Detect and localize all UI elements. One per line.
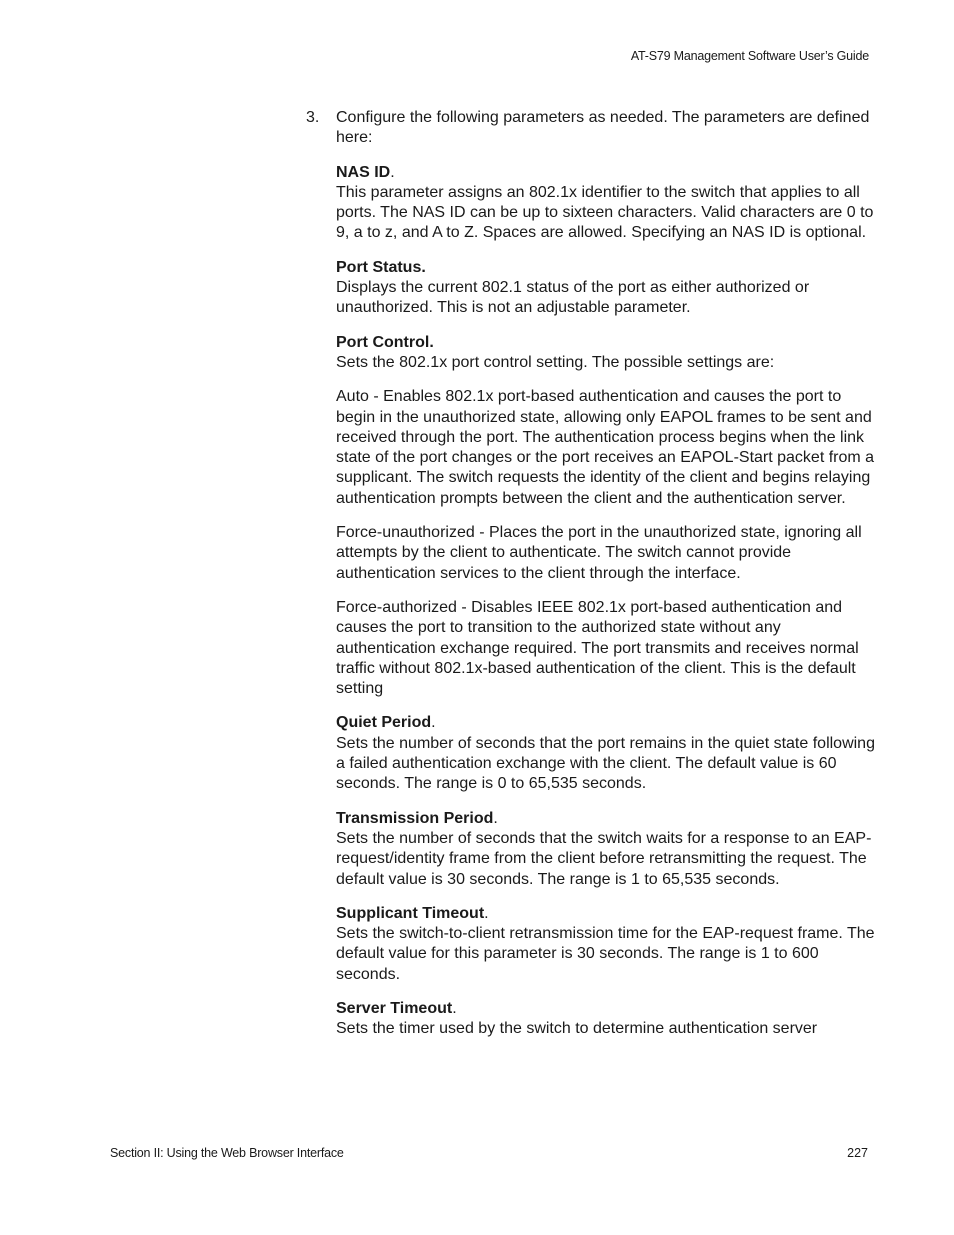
param-name-suffix: . [484, 904, 489, 922]
port-control-option-force-unauthorized: Force-unauthorized - Places the port in the unauthorized state, ignoring all attempts by the client to authenticate. The switch cannot provide authentication services to the client through the interface. [336, 524, 862, 582]
param-name-suffix: . [390, 163, 395, 181]
param-quiet-period [336, 713, 876, 794]
param-description: This parameter assigns an 802.1x identifier to the switch that applies to all ports. The NAS ID can be up to sixteen characters. Valid characters are 0 to 9, a to z, and A to Z. Spaces are allowed. Specifying an NAS ID is optional. [336, 183, 874, 242]
port-control-option-force-authorized: Force-authorized - Disables IEEE 802.1x port-based authentication and causes the port to transition to the authorized state without any authentication exchange required. The port transmits and receives normal traffic without 802.1x-based authentication of the client. This is the default setting [336, 598, 859, 698]
param-name: Port Status. [336, 258, 426, 276]
param-nas-id [336, 163, 876, 244]
step-text: Configure the following parameters as needed. The parameters are defined here: [336, 109, 870, 147]
param-supplicant-timeout [336, 904, 876, 985]
param-name: Port Control. [336, 333, 434, 351]
param-port-status [336, 258, 876, 319]
param-name: Server Timeout [336, 999, 453, 1017]
port-control-option-auto: Auto - Enables 802.1x port-based authentication and causes the port to begin in the unauthorized state, allowing only EAPOL frames to be sent and received through the port. The authentication process begins when the link state of the port changes or the port receives an EAPOL-Start packet from a supplicant. The switch requests the identity of the client and begins relaying authentication prompts between the client and the authentication server. [336, 388, 875, 507]
param-name: Supplicant Timeout [336, 904, 485, 922]
param-name-suffix: . [431, 714, 436, 732]
param-server-timeout [336, 999, 876, 1040]
param-name: Transmission Period [336, 809, 494, 827]
param-name: NAS ID [336, 163, 391, 181]
step-3 [306, 108, 876, 149]
param-name-suffix: . [452, 999, 457, 1017]
param-name-suffix: . [493, 809, 498, 827]
param-description: Sets the number of seconds that the port remains in the quiet state following a failed authentication exchange with the client. The default value is 60 seconds. The range is 0 to 65,535 seconds. [336, 734, 875, 793]
parameter-list [336, 163, 876, 1040]
step-number: 3. [306, 109, 320, 126]
param-description: Sets the switch-to-client retransmission time for the EAP-request frame. The default value for this parameter is 30 seconds. The range is 1 to 600 seconds. [336, 925, 875, 983]
page-content [306, 108, 876, 1040]
param-port-control [336, 333, 876, 374]
param-transmission-period [336, 809, 876, 890]
running-header: AT-S79 Management Software User’s Guide [630, 49, 869, 63]
param-description: Displays the current 802.1 status of the port as either authorized or unauthorized. This is not an adjustable parameter. [336, 279, 810, 317]
param-description: Sets the 802.1x port control setting. The possible settings are: [336, 353, 775, 371]
param-name: Quiet Period [336, 714, 432, 732]
param-description: Sets the timer used by the switch to determine authentication server [336, 1020, 818, 1038]
param-description: Sets the number of seconds that the switch waits for a response to an EAP-request/identity frame from the client before retransmitting the request. The default value is 30 seconds. The range is 1 to 65,535 seconds. [336, 829, 872, 888]
running-footer-section: Section II: Using the Web Browser Interface [110, 1146, 344, 1160]
page-number: 227 [847, 1146, 868, 1160]
